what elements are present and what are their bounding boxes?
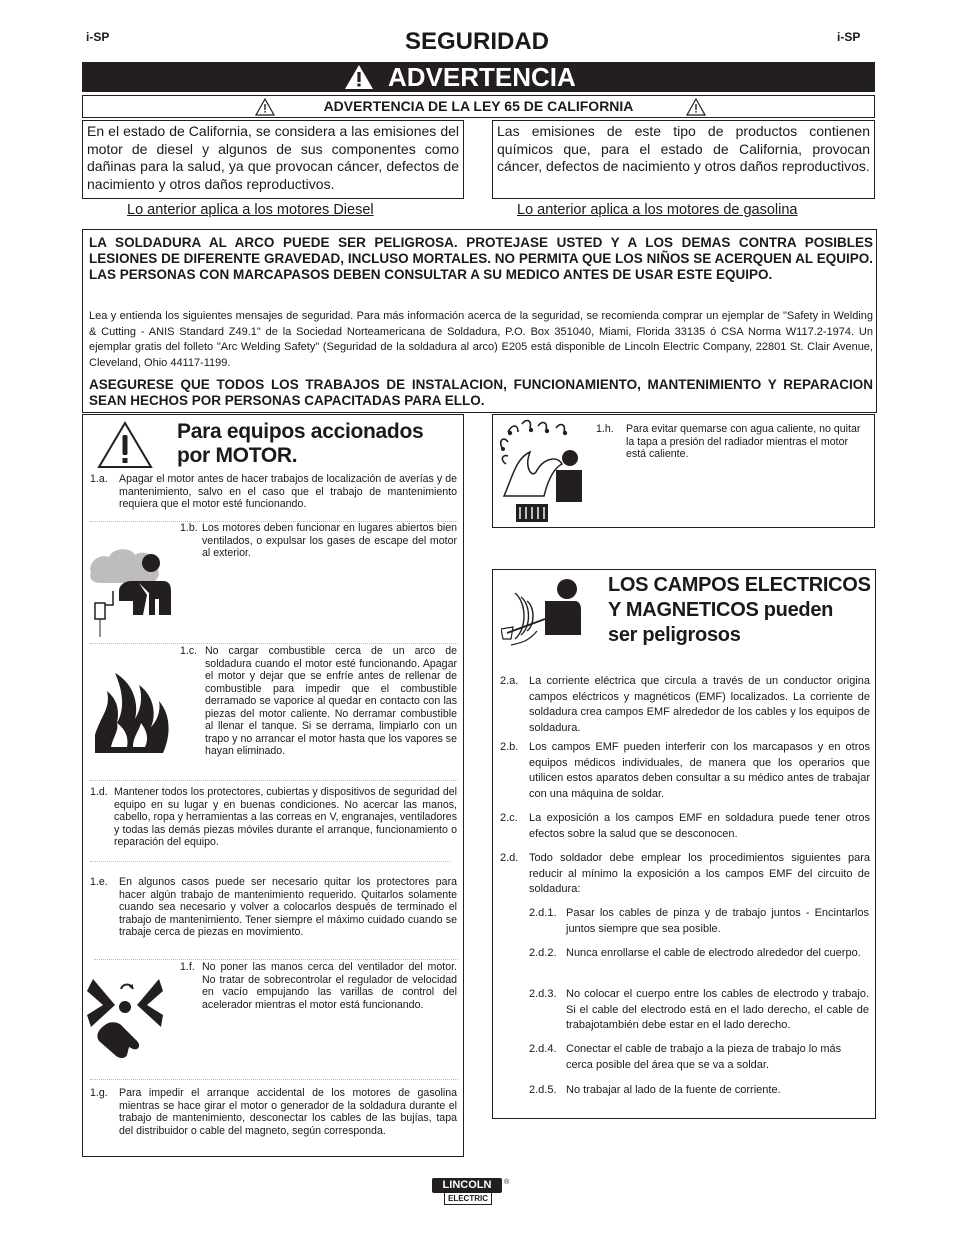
motor-section [82, 414, 464, 1157]
item-number: 1.f. [180, 961, 195, 973]
emf-item-2d [500, 851, 870, 899]
page-number-left: i-SP [86, 30, 110, 44]
arc-welding-warning-box [82, 229, 877, 413]
item-text: Los campos EMF pueden interferir con los marcapasos y en otros equipos médicos individuales, de manera que los operarios que utilicen estos aparatos deben consultar a su médico antes de trabajar con una máquina de soldar. [529, 741, 870, 800]
item-number: 1.g. [90, 1087, 108, 1099]
motor-item-1g [90, 1087, 457, 1153]
page-number-right: i-SP [837, 30, 861, 44]
motor-item-1c [180, 645, 457, 775]
divider [90, 861, 450, 862]
item-text: Apagar el motor antes de hacer trabajos de localización de averías y de mantenimiento, salvo en el caso que el trabajo de mantenimiento requiera que el motor esté funcionando. [119, 473, 457, 510]
item-number: 2.d. [500, 852, 519, 864]
fire-icon [93, 665, 173, 755]
emf-item-2a [500, 674, 870, 736]
item-text: Para impedir el arranque accidental de los motores de gasolina mientras se hace girar el motor o generador de la soldadura durante el trabajo de mantenimiento, desconectar los cables de las bujías, tapa del distribuidor o cable del magneto, según corresponda. [119, 1087, 457, 1137]
emf-item-2d4 [529, 1042, 869, 1074]
item-number: 2.d.4. [529, 1043, 557, 1055]
emf-title [608, 573, 871, 648]
emf-item-2d2 [529, 946, 869, 978]
motor-item-1b [180, 522, 457, 562]
motor-title-line2: por MOTOR. [177, 444, 298, 467]
item-text: Conectar el cable de trabajo a la pieza de trabajo lo más cerca posible del área que se va a soldar. [566, 1043, 842, 1071]
warning-triangle-icon [686, 98, 706, 116]
divider [90, 643, 458, 644]
prop65-gas-caption: Lo anterior aplica a los motores de gasolina [517, 202, 798, 218]
emf-item-2b [500, 740, 870, 802]
warning-footer: ASEGURESE QUE TODOS LOS TRABAJOS DE INSTALACION, FUNCIONAMIENTO, MANTENIMIENTO Y REPARACION SEAN HECHOS POR PERSONAS CAPACITADAS PARA ELLO. [89, 377, 873, 408]
emf-welder-icon [501, 575, 581, 655]
emf-title-line1: LOS CAMPOS ELECTRICOS [608, 574, 871, 596]
item-number: 1.e. [90, 876, 108, 888]
lincoln-electric-logo [432, 1178, 508, 1208]
item-text: Pasar los cables de pinza y de trabajo juntos - Encintarlos juntos siempre que sea posible. [566, 907, 869, 935]
emf-title-line2: Y MAGNETICOS pueden [608, 599, 834, 621]
item-text: No trabajar al lado de la fuente de corriente. [566, 1084, 781, 1096]
item-text: No poner las manos cerca del ventilador del motor. No tratar de sobrecontrolar el regulador de velocidad en vacío empujando las varillas de control del acelerador mientras el motor está funcionando. [202, 961, 457, 1011]
prop65-gas-box [492, 120, 875, 199]
logo-registered-mark: ® [504, 1179, 510, 1186]
warning-heading: LA SOLDADURA AL ARCO PUEDE SER PELIGROSA. PROTEJASE USTED Y A LOS DEMAS CONTRA POSIBLES LESIONES DE DIFERENTE GRAVEDAD, INCLUSO MORTALES. NO PERMITA QUE LOS NIÑOS SE ACERQUEN AL EQUIPO. LAS PERSONAS CON MARCAPASOS DEBEN CONSULTAR A SU MEDICO ANTES DE USAR ESTE EQUIPO. [89, 235, 873, 282]
item-number: 1.d. [90, 786, 108, 798]
emf-section [492, 569, 876, 1119]
motor-item-1d [90, 786, 457, 846]
divider [90, 780, 458, 781]
item-text: Los motores deben funcionar en lugares abiertos bien ventilados, o expulsar los gases de escape del motor al exterior. [202, 522, 457, 559]
warning-triangle-icon [255, 98, 275, 116]
logo-top: LINCOLN [432, 1178, 502, 1193]
prop65-gas-text: Las emisiones de este tipo de productos contienen químicos que, para el estado de California, provocan cáncer, defectos de nacimiento y otros daños reproductivos. [497, 123, 870, 174]
item-text: No colocar el cuerpo entre los cables de electrodo y trabajo. Si el cable del electrodo está en el lado derecho, el cable de trabajotambién debe estar en el lado derecho. [566, 988, 869, 1031]
warning-body: Lea y entienda los siguientes mensajes de seguridad. Para más información acerca de la seguridad, se recomienda comprar un ejemplar de "Safety in Welding & Cutting - ANIS Standard Z49.1" de la Sociedad Norteamericana de Soldadura, P.O. Box 351040, Miami, Florida 33135 ó CSA Norma W117.2-1974. Un ejemplar gratis del folleto "Arc Welding Safety" (Seguridad de la soldadura al arco) E205 está disponible de Lincoln Electric Company, 22801 St. Clair Avenue, Cleveland, Ohio 44117-1199. [89, 310, 873, 369]
warning-triangle-icon [344, 64, 374, 90]
section-title: SEGURIDAD [404, 28, 549, 55]
item-number: 2.d.2. [529, 947, 557, 959]
warning-triangle-icon [97, 421, 153, 469]
item-text: La exposición a los campos EMF en soldadura puede tener otros efectos sobre la salud que se desconocen. [529, 812, 870, 840]
item-text: Mantener todos los protectores, cubiertas y dispositivos de seguridad del equipo en su lugar y en buenas condiciones. No acercar las manos, cabello, ropa y herramientas a las correas en V, engranajes, ventiladores y todas las demás piezas móviles durante el arranque, funcionamiento o reparación del equipo. [114, 786, 457, 848]
emf-item-2d3 [529, 987, 869, 1035]
prop65-title: ADVERTENCIA DE LA LEY 65 DE CALIFORNIA [323, 98, 634, 114]
warning-banner [82, 62, 875, 92]
moving-parts-hand-icon [85, 975, 165, 1059]
prop65-diesel-box [82, 120, 464, 199]
emf-item-2d1 [529, 906, 869, 938]
motor-title [177, 420, 423, 468]
item-number: 1.c. [180, 645, 198, 657]
item-number: 2.a. [500, 675, 519, 687]
item-text: Para evitar quemarse con agua caliente, no quitar la tapa a presión del radiador mientras el motor está caliente. [626, 423, 861, 460]
item-number: 1.b. [180, 522, 198, 534]
item-number: 2.b. [500, 741, 519, 753]
item-number: 2.d.1. [529, 907, 557, 919]
item-number: 2.d.3. [529, 988, 557, 1000]
emf-item-2c [500, 811, 870, 843]
divider [94, 959, 458, 960]
item-number: 1.h. [596, 423, 614, 435]
logo-bottom: ELECTRIC [444, 1193, 492, 1205]
item-text: La corriente eléctrica que circula a través de un conductor origina campos eléctricos y magnéticos (EMF) localizados. La corriente de soldadura crea campos EMF alrededor de los cables y los equipos de soldadura. [529, 675, 870, 734]
item-number: 2.d.5. [529, 1084, 557, 1096]
emf-item-2d5 [529, 1083, 869, 1101]
item-text: En algunos casos puede ser necesario quitar los protectores para hacer algún trabajo de mantenimiento requerido. Quitarlos solamente cuando sea necesario y volver a colocarlos después de terminado el trabajo de mantenimiento. Tener siempre el máximo cuidado cuando se trabaje cerca de piezas en movimiento. [119, 876, 457, 938]
item-text: No cargar combustible cerca de un arco de soldadura cuando el motor esté funcionando. Apagar el motor y dejar que se enfríe antes de rellenar de combustible para impedir que el combustible derramado se vaporice al quedar en contacto con las piezas del motor caliente. No derramar combustible al llenar el tanque. Si se derrama, limpiarlo con un trapo y no arrancar el motor hasta que los vapores se hayan eliminado. [205, 645, 457, 757]
motor-title-line1: Para equipos accionados [177, 420, 424, 443]
prop65-diesel-caption: Lo anterior aplica a los motores Diesel [127, 202, 374, 218]
item-text: Todo soldador debe emplear los procedimientos siguientes para reducir al mínimo la exposición a los campos EMF del circuito de soldadura: [529, 852, 870, 895]
item-text: Nunca enrollarse el cable de electrodo alrededor del cuerpo. [566, 947, 861, 959]
prop65-diesel-text: En el estado de California, se considera a las emisiones del motor de diesel y algunos de sus componentes como dañinas para la salud, ya que provocan cáncer, defectos de nacimiento y otros daños reproductivos. [87, 123, 459, 192]
emf-title-line3: ser peligrosos [608, 624, 741, 646]
motor-item-1a [90, 473, 457, 513]
prop65-title-bar [82, 95, 875, 118]
motor-item-1h [596, 423, 866, 463]
hot-coolant-icon [496, 418, 586, 524]
motor-item-1h-box [492, 414, 875, 528]
motor-item-1e [90, 876, 457, 946]
item-number: 2.c. [500, 812, 518, 824]
exhaust-fumes-icon [87, 543, 173, 639]
item-number: 1.a. [90, 473, 108, 485]
banner-title: ADVERTENCIA [388, 62, 576, 92]
motor-item-1f [180, 961, 457, 1031]
divider [90, 1079, 458, 1080]
